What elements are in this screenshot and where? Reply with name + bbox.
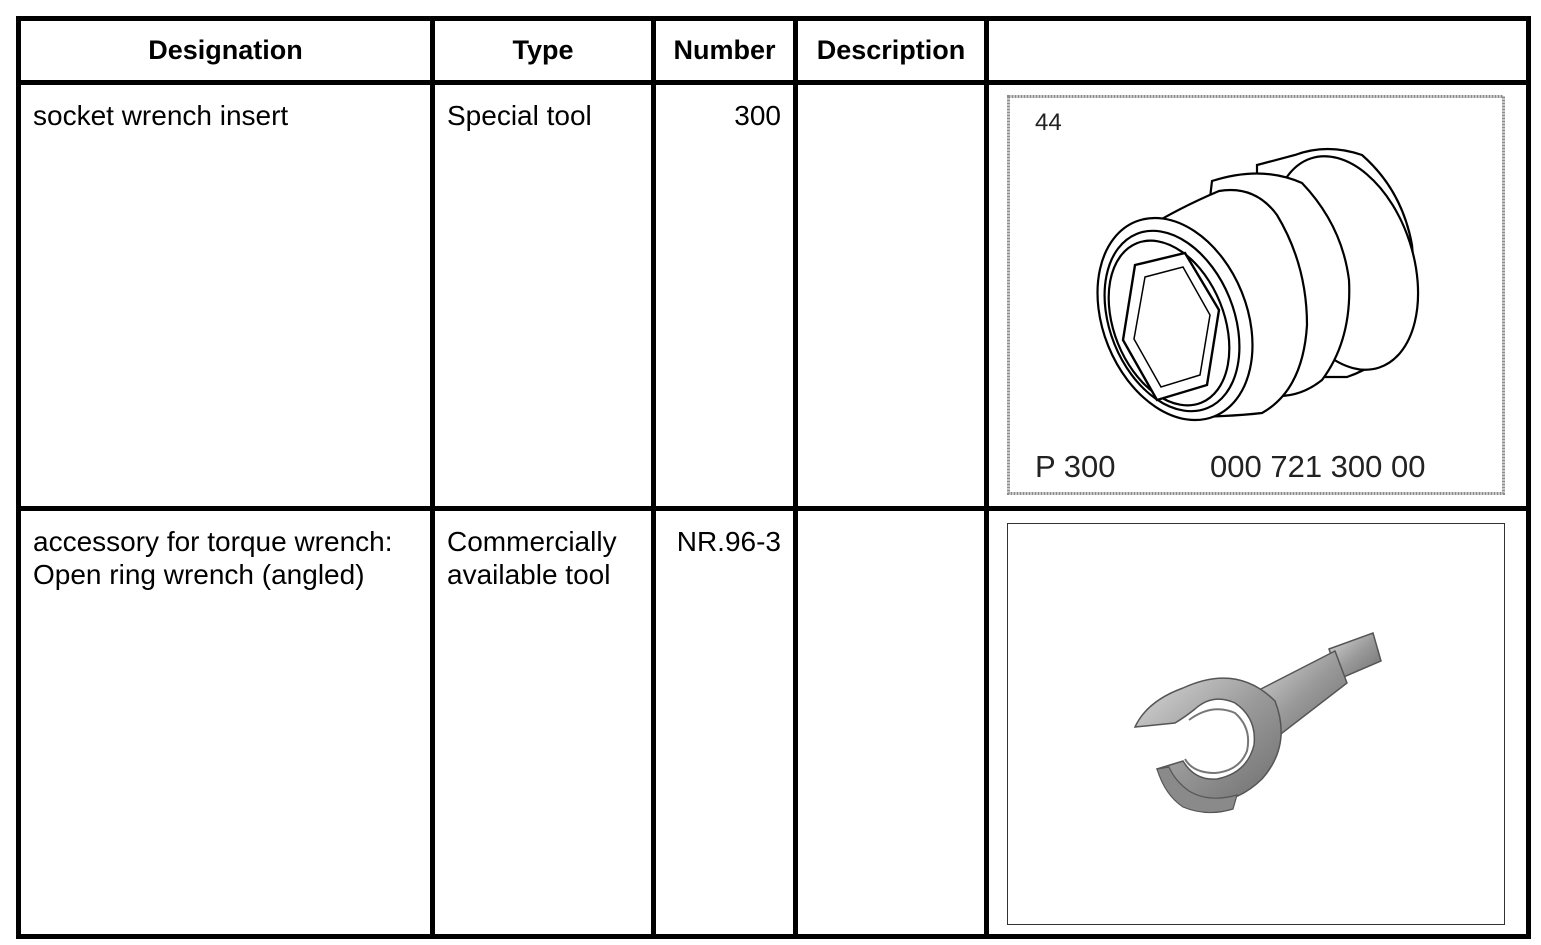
part-number: 000 721 300 00 [1210, 449, 1426, 484]
type-text [435, 511, 651, 591]
description-text [798, 85, 984, 99]
table-row [19, 509, 1529, 937]
number-text: 300 [734, 100, 781, 131]
designation-cell [19, 509, 433, 937]
image-cell [987, 83, 1529, 509]
designation-text: socket wrench insert [33, 100, 289, 131]
number-text: NR.96-3 [676, 526, 781, 557]
special-tools-table [16, 16, 1531, 939]
designation-line-1: accessory for torque wrench: [33, 526, 393, 557]
type-line-2: available tool [447, 559, 611, 590]
part-code: P 300 [1035, 449, 1116, 484]
header-description: Description [796, 19, 987, 83]
description-cell [796, 509, 987, 937]
header-type: Type [433, 19, 654, 83]
type-text: Special tool [447, 100, 592, 131]
designation-text [21, 511, 430, 591]
number-cell [654, 83, 796, 509]
type-cell [433, 83, 654, 509]
table-row [19, 83, 1529, 509]
number-cell [654, 509, 796, 937]
image-cell [987, 509, 1529, 937]
figure-number: 44 [1035, 109, 1062, 136]
type-line-1: Commercially [447, 526, 617, 557]
designation-line-2: Open ring wrench (angled) [33, 559, 365, 590]
description-text [798, 511, 984, 525]
header-designation: Designation [19, 19, 433, 83]
socket-wrench-insert-figure [1007, 95, 1505, 495]
designation-cell [19, 83, 433, 509]
table-header-row [19, 19, 1529, 83]
open-ring-wrench-figure [1007, 523, 1505, 925]
description-cell [796, 83, 987, 509]
header-number: Number [654, 19, 796, 83]
header-image [987, 19, 1529, 83]
type-cell [433, 509, 654, 937]
